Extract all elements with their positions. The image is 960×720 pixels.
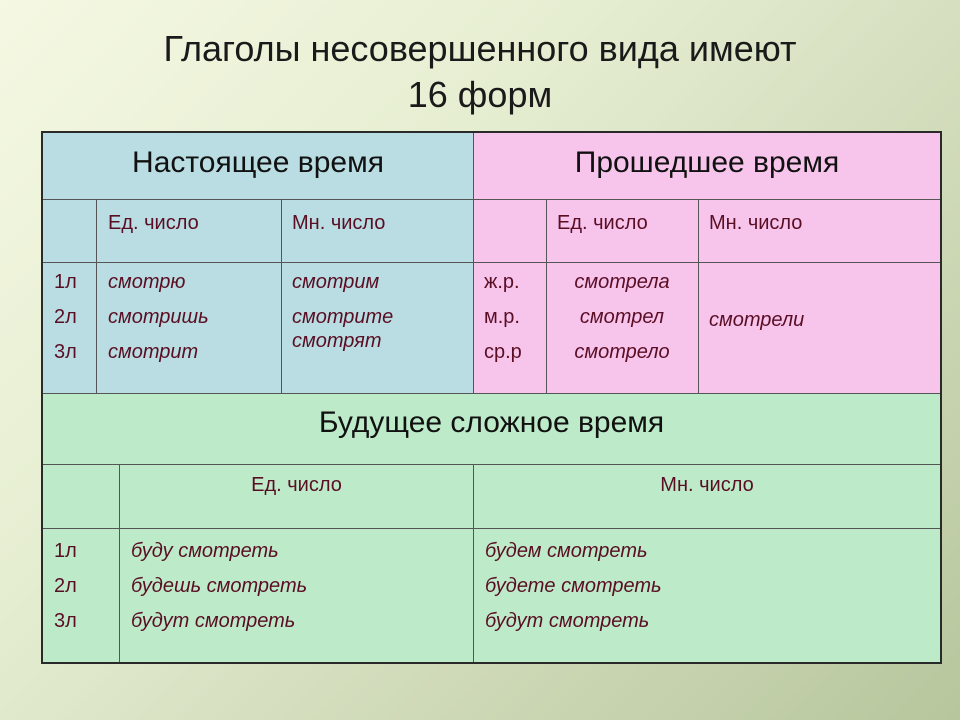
- past-gender-feminine: ж.р.: [484, 271, 520, 293]
- present-pl-3: смотрят: [292, 330, 382, 352]
- future-sg-1: буду смотреть: [131, 540, 279, 562]
- future-singular-forms: [131, 539, 307, 633]
- future-plural-label: Мн. число: [660, 474, 754, 496]
- slide-title-line-1: Глаголы несовершенного вида имеют: [163, 28, 797, 69]
- present-sg-1: смотрю: [108, 271, 186, 293]
- present-plural-forms: [292, 270, 393, 353]
- future-pl-3: будут смотреть: [485, 610, 650, 632]
- present-singular-label: Ед. число: [108, 212, 199, 234]
- future-pl-2: будете смотреть: [485, 575, 662, 597]
- present-pl-1: смотрим: [292, 271, 380, 293]
- future-person-2: 2л: [54, 575, 77, 597]
- future-sg-2: будешь смотреть: [131, 575, 308, 597]
- future-persons: [54, 539, 77, 633]
- slide-title-line-2: 16 форм: [407, 74, 553, 115]
- slide-title: [0, 26, 960, 118]
- present-sg-2: смотришь: [108, 306, 209, 328]
- past-tense-header: Прошедшее время: [574, 146, 840, 179]
- past-genders: [484, 270, 522, 364]
- past-singular-label: Ед. число: [557, 212, 648, 234]
- past-gender-masculine: м.р.: [484, 306, 520, 328]
- present-tense-header: Настоящее время: [132, 146, 384, 179]
- past-sg-feminine: смотрела: [574, 271, 670, 293]
- past-sg-masculine: смотрел: [579, 306, 665, 328]
- present-sg-3: смотрит: [108, 341, 199, 363]
- past-sg-neuter: смотрело: [574, 341, 670, 363]
- present-pl-2: смотрите: [292, 306, 394, 328]
- present-person-1: 1л: [54, 271, 77, 293]
- past-plural-form: смотрели: [709, 309, 805, 331]
- future-person-1: 1л: [54, 540, 77, 562]
- future-singular-label: Ед. число: [251, 474, 342, 496]
- future-plural-forms: [485, 539, 662, 633]
- future-person-3: 3л: [54, 610, 77, 632]
- past-gender-neuter: ср.р: [484, 341, 522, 363]
- present-person-3: 3л: [54, 341, 77, 363]
- past-singular-forms: [557, 270, 687, 364]
- present-plural-label: Мн. число: [292, 212, 386, 234]
- future-sg-3: будут смотреть: [131, 610, 296, 632]
- present-persons: [54, 270, 77, 364]
- present-singular-forms: [108, 270, 209, 364]
- future-tense-header: Будущее сложное время: [318, 406, 665, 439]
- future-pl-1: будем смотреть: [485, 540, 648, 562]
- present-person-2: 2л: [54, 306, 77, 328]
- past-plural-label: Мн. число: [709, 212, 803, 234]
